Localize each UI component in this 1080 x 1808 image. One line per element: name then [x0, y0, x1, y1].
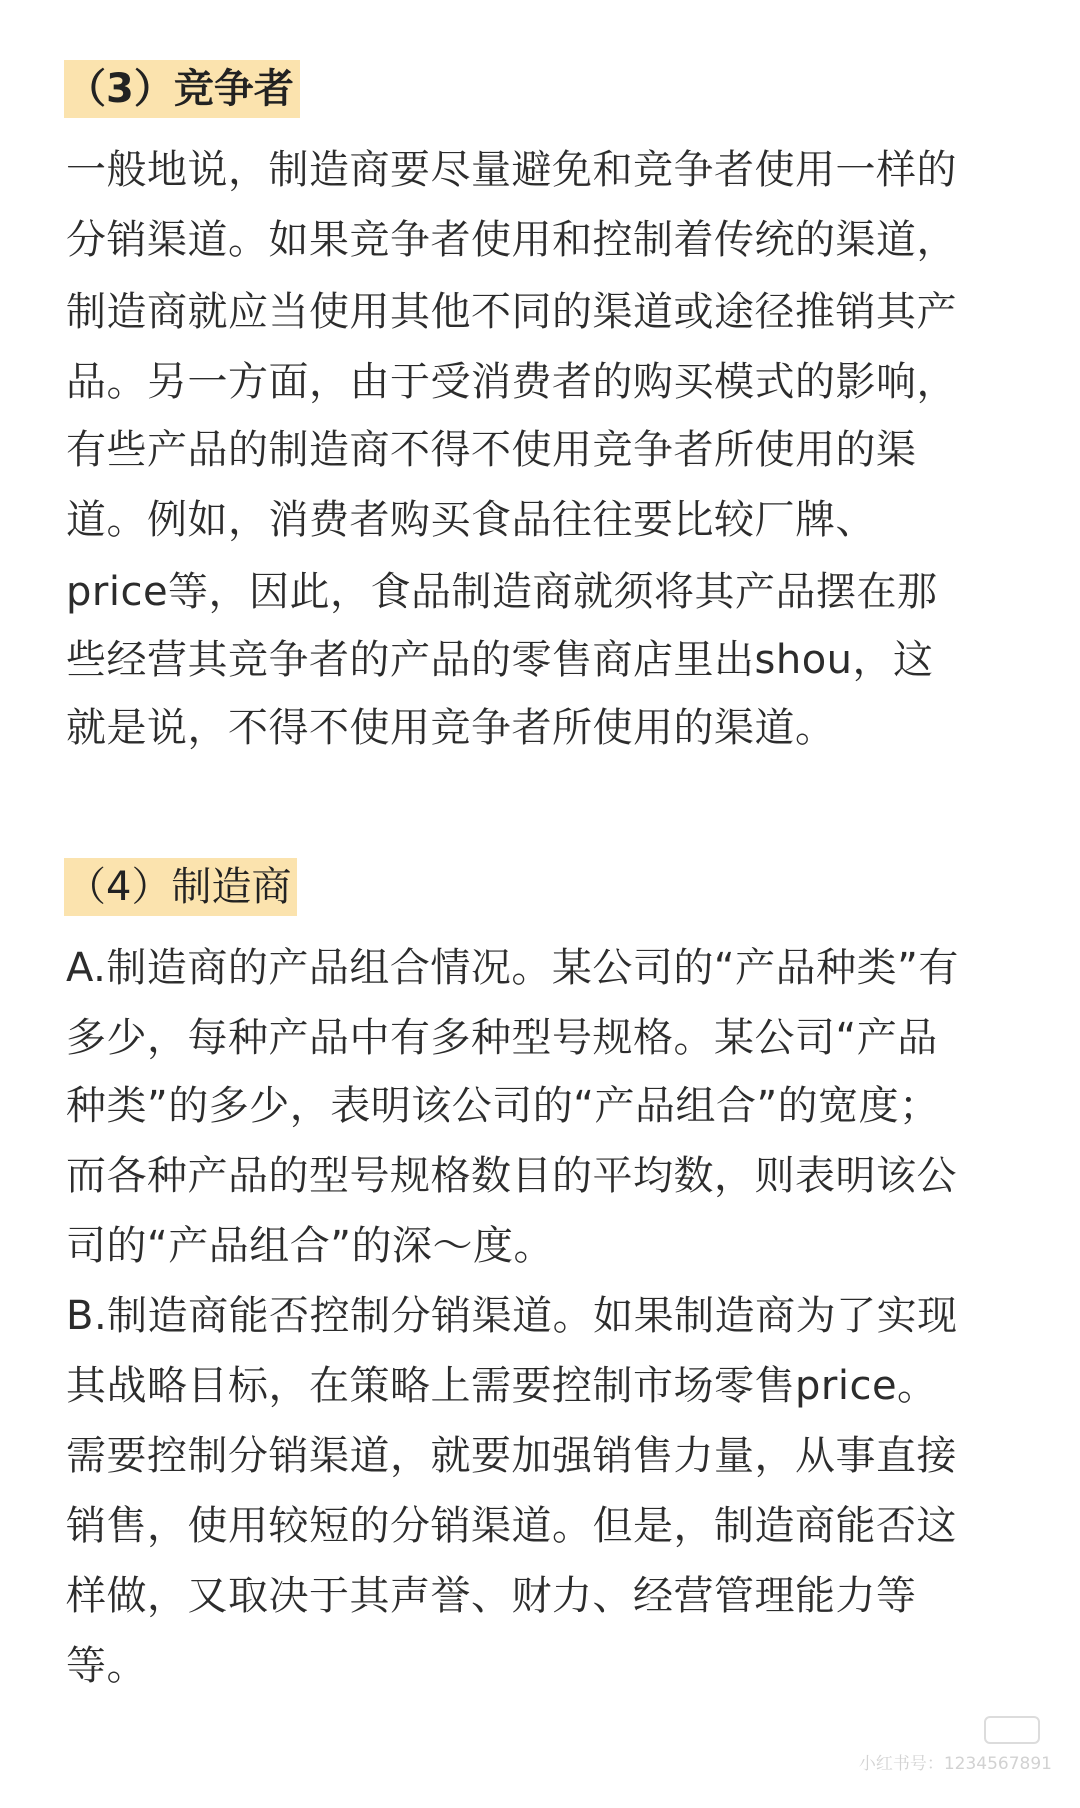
- section-4-line: 销售，使用较短的分销渠道。但是，制造商能否这: [66, 1503, 957, 1549]
- section-3-line: 有些产品的制造商不得不使用竞争者所使用的渠: [66, 427, 917, 473]
- section-4-line: 司的“产品组合”的深～度。: [66, 1223, 554, 1269]
- section-3-line: 道。例如，消费者购买食品往往要比较厂牌、: [66, 497, 876, 543]
- section-4-line: 种类”的多少，表明该公司的“产品组合”的宽度；: [66, 1083, 940, 1129]
- section-3-heading: （3）竞争者: [64, 60, 300, 118]
- section-4-line: 需要控制分销渠道，就要加强销售力量，从事直接: [66, 1433, 957, 1479]
- section-4-line: B.制造商能否控制分销渠道。如果制造商为了实现: [66, 1293, 958, 1339]
- watermark: 小红书号：1234567891: [858, 1754, 1052, 1774]
- section-3-line: 制造商就应当使用其他不同的渠道或途径推销其产: [66, 289, 957, 335]
- section-3-line: price等，因此，食品制造商就须将其产品摆在那: [66, 569, 938, 615]
- section-3-line: 分销渠道。如果竞争者使用和控制着传统的渠道，: [66, 217, 957, 263]
- section-3-line: 一般地说，制造商要尽量避免和竞争者使用一样的: [66, 147, 957, 193]
- section-4-line: 而各种产品的型号规格数目的平均数，则表明该公: [66, 1153, 957, 1199]
- section-3-line: 品。另一方面，由于受消费者的购买模式的影响，: [66, 359, 957, 405]
- watermark-logo-icon: [984, 1716, 1040, 1744]
- section-4-line: 多少，每种产品中有多种型号规格。某公司“产品: [66, 1015, 938, 1061]
- section-4-line: 样做，又取决于其声誉、财力、经营管理能力等: [66, 1573, 917, 1619]
- section-4-line: 其战略目标，在策略上需要控制市场零售price。: [66, 1363, 938, 1409]
- section-4-heading: （4）制造商: [64, 858, 297, 916]
- section-4-line: 等。: [66, 1643, 147, 1689]
- section-3-line: 就是说，不得不使用竞争者所使用的渠道。: [66, 705, 836, 751]
- section-4-line: A.制造商的产品组合情况。某公司的“产品种类”有: [66, 945, 959, 991]
- section-3-line: 些经营其竞争者的产品的零售商店里出shou，这: [66, 637, 934, 683]
